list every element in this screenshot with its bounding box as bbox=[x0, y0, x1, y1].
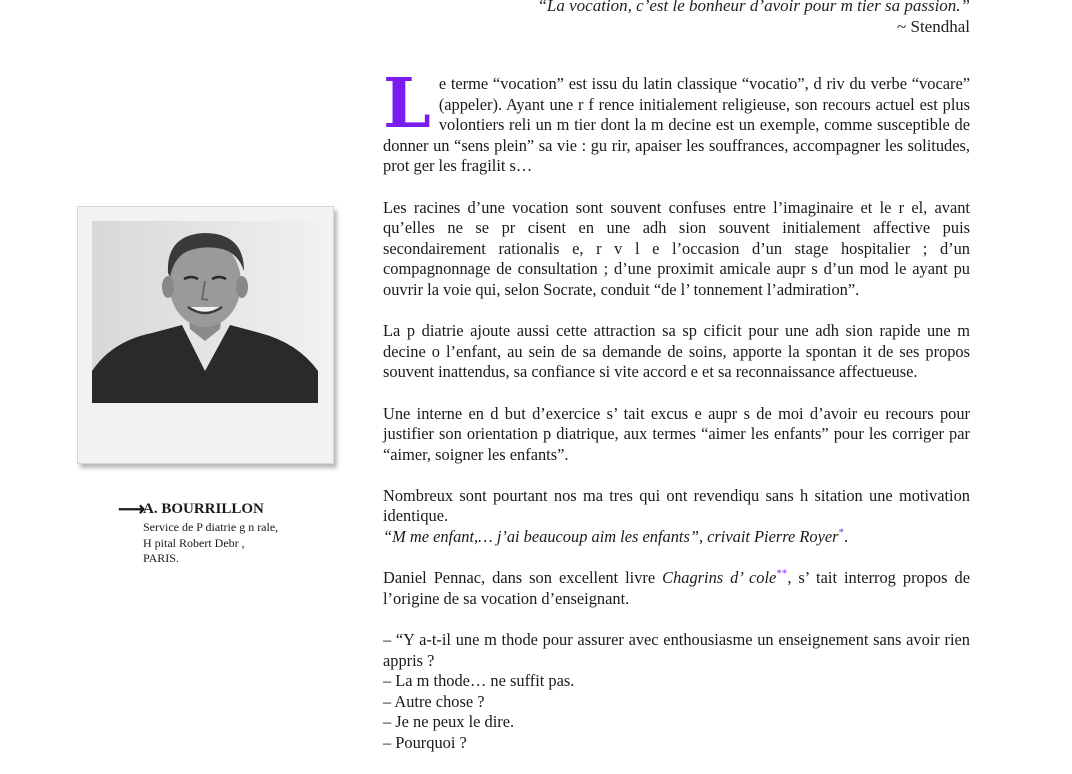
footnote-marker: * bbox=[838, 526, 845, 539]
dialogue bbox=[383, 630, 970, 754]
dialogue-line: – Je ne peux le dire. bbox=[383, 712, 515, 732]
paragraph-text: Daniel Pennac, dans son excellent livre bbox=[383, 568, 663, 588]
footnote-marker: ** bbox=[776, 567, 788, 580]
paragraph-intro bbox=[383, 64, 970, 177]
affiliation-line: Service de P diatrie g n rale, bbox=[143, 520, 279, 534]
affiliation-line: PARIS. bbox=[143, 551, 179, 565]
author-affiliation bbox=[143, 520, 348, 567]
paragraph bbox=[383, 486, 970, 548]
author-photo bbox=[92, 221, 318, 403]
article-body bbox=[383, 64, 970, 774]
dialogue-line: – La m thode… ne suffit pas. bbox=[383, 671, 575, 691]
sentence-end: . bbox=[844, 527, 849, 547]
epigraph-text: “La vocation, c’est le bonheur d’avoir pour m tier sa passion.” bbox=[537, 0, 970, 15]
paragraph: Les racines d’une vocation sont souvent confuses entre l’imaginaire et le r el, avant qu’elles ne se pr cisent en une adh sion souvent initialement affective puis secondairement rationalis e, r v l e l’occasion d’un stage hospitalier ; d’un compagnonnage de consultation ; d’une proximit amicale aupr s d’un mod le ayant pu ouvrir la voie qui, selon Socrate, conduit “de l’ tonnement l’admiration”. bbox=[383, 197, 970, 299]
paragraph-text: e terme “vocation” est issu du latin classique “vocatio”, d riv du verbe “vocare” (appeler). Ayant une r f rence initialement religieuse, son recours actuel est plus volontiers reli un m tier dont la m decine est un exemple, comme susceptible de donner un “sens plein” sa vie : gu rir, apaiser les souffrances, accompagner les solitudes, prot ger les fragilit s… bbox=[383, 74, 970, 176]
royer-quote: “M me enfant,… j’ai beaucoup aim les enfants”, crivait Pierre Royer bbox=[383, 527, 839, 547]
dialogue-line: – “Y a-t-il une m thode pour assurer avec enthousiasme un enseignement sans avoir rien appris ? bbox=[383, 630, 970, 670]
dialogue-line: – Autre chose ? bbox=[383, 691, 485, 711]
epigraph bbox=[270, 0, 970, 37]
paragraph-text: Nombreux sont pourtant nos ma tres qui ont revendiqu sans h sitation une motivation identique. bbox=[383, 485, 970, 526]
author-name: A. BOURRILLON bbox=[143, 501, 264, 517]
epigraph-author: ~ Stendhal bbox=[897, 17, 970, 36]
paragraph: La p diatrie ajoute aussi cette attraction sa sp cificit pour une adh sion rapide une m decine o l’enfant, au sein de sa demande de soins, apporte la spontan it de ses propos souvent inattendus, sa confiance si vite accord e et sa reconnaissance affectueuse. bbox=[383, 321, 970, 382]
paragraph bbox=[383, 568, 970, 609]
dialogue-line: – Pourquoi ? bbox=[383, 733, 467, 752]
arrow-right-icon: ⟶ bbox=[118, 499, 146, 520]
paragraph-text: , s’ tait interrog propos de l’origine de sa vocation d’enseignant. bbox=[383, 568, 970, 608]
paragraph: Une interne en d but d’exercice s’ tait excus e aupr s de moi d’avoir eu recours pour justifier son orientation p diatrique, aux termes “aimer les enfants” pour les corriger par “aimer, soigner les enfants”. bbox=[383, 403, 970, 464]
author-photo-frame bbox=[77, 206, 334, 464]
drop-cap: L bbox=[383, 64, 431, 144]
affiliation-line: H pital Robert Debr , bbox=[143, 535, 245, 550]
book-title: Chagrins d’ cole bbox=[662, 568, 777, 588]
